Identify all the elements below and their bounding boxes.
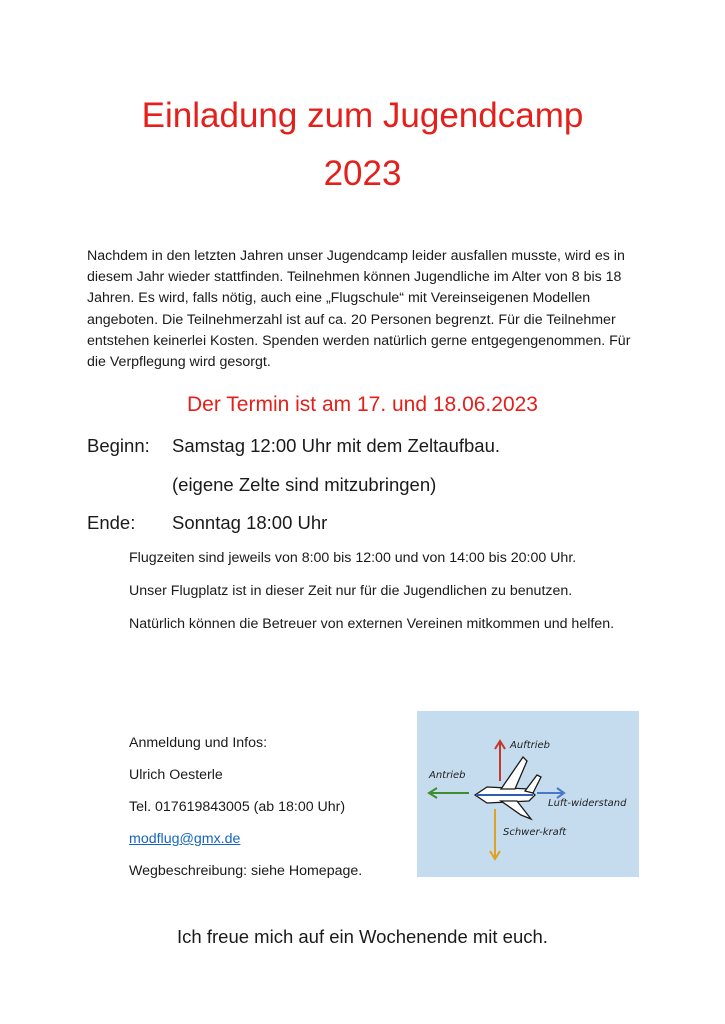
intro-paragraph: Nachdem in den letzten Jahren unser Jugendcamp leider ausfallen musste, wird es in diesem Jahr wieder stattfinden. Teilnehmen können Jugendliche im Alter von 8 bis 18 Jahren. Es wird, falls nötig, auch eine „Flugschule“ mit Vereinseigenen Modellen angeboten. Die Teilnehmerzahl ist auf ca. 20 Personen begrenzt. Für die Teilnehmer entstehen keinerlei Kosten. Spenden werden natürlich gerne entgegengenommen. Für die Verpflegung wird gesorgt. <box>87 248 631 371</box>
email-link[interactable]: modflug@gmx.de <box>129 831 241 847</box>
directions-note: Wegbeschreibung: siehe Homepage. <box>129 863 363 879</box>
contact-phone: Tel. 017619843005 (ab 18:00 Uhr) <box>129 799 346 815</box>
begin-label: Beginn: <box>87 435 150 456</box>
flight-times-note: Flugzeiten sind jeweils von 8:00 bis 12:00 und von 14:00 bis 20:00 Uhr. <box>129 550 577 566</box>
forces-diagram <box>417 711 639 877</box>
page-title-line1: Einladung zum Jugendcamp <box>141 96 584 135</box>
end-label: Ende: <box>87 512 136 533</box>
closing-line: Ich freue mich auf ein Wochenende mit euch. <box>177 926 548 947</box>
airfield-note: Unser Flugplatz ist in dieser Zeit nur für die Jugendlichen zu benutzen. <box>129 583 573 599</box>
contact-name: Ulrich Oesterle <box>129 767 223 783</box>
event-date-heading: Der Termin ist am 17. und 18.06.2023 <box>187 393 538 416</box>
drag-label: Luft-widerstand <box>548 798 627 809</box>
contact-heading: Anmeldung und Infos: <box>129 735 268 751</box>
contact-email-wrap <box>129 832 240 846</box>
thrust-label: Antrieb <box>429 770 466 781</box>
weight-label: Schwer-kraft <box>503 827 567 838</box>
page-title-line2: 2023 <box>323 154 402 193</box>
supervisors-note: Natürlich können die Betreuer von externen Vereinen mitkommen und helfen. <box>129 616 615 632</box>
end-value: Sonntag 18:00 Uhr <box>172 512 328 533</box>
begin-value: Samstag 12:00 Uhr mit dem Zeltaufbau. <box>172 435 501 456</box>
begin-note: (eigene Zelte sind mitzubringen) <box>172 474 437 495</box>
lift-label: Auftrieb <box>510 740 551 751</box>
